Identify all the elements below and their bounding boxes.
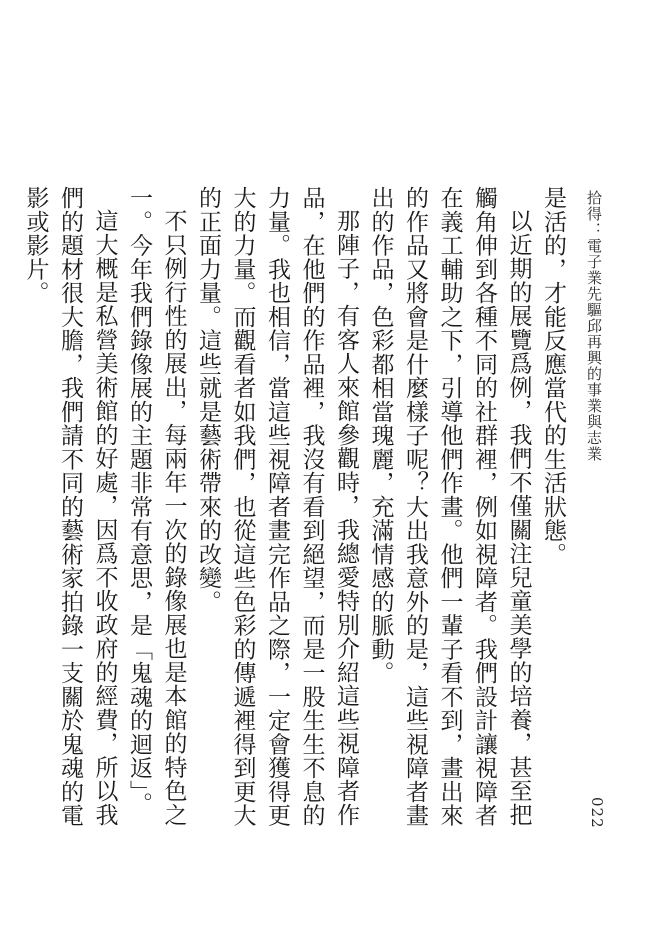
- paragraph: 以近期的展覽爲例，我們不僅關注兒童美學的培養，甚至把觸角伸到各種不同的社群裡，例如視障者。我們設計讓視障者在義工輔助之下，引導他們作畫。他們一輩子看不到，畫出來的作品又將會是什麼樣子呢？大出我意外的是，這些視障者畫出的作品，色彩都相當瑰麗，充滿情感的脈動。: [367, 186, 532, 828]
- paragraph: 那陣子，有客人來館參觀時，我總愛特別介紹這些視障者作品，在他們的作品裡，我沒有看到絕望，而是一股生生不息的力量。我也相信，當這些視障者畫完作品之際，一定會獲得更大的力量。而觀看者如我們，也從這些色彩的傳遞裡得到更大的正面力量。這些就是藝術帶來的改變。: [195, 186, 359, 828]
- paragraph-continuation: 是活的，才能反應當代的生活狀態。: [540, 186, 566, 566]
- paragraph: 這大概是私營美術館的好處，因爲不收政府的經費，所以我們的題材很大膽，我們請不同的藝術家拍錄一支關於鬼魂的電影或影片。: [22, 186, 118, 828]
- page-number: 022: [588, 797, 606, 829]
- body-text: [18, 186, 570, 846]
- paragraph: 不只例行性的展出，每兩年一次的錄像展也是本館的特色之一。今年我們錄像展的主題非常有意思，是「鬼魂的迴返」。: [126, 186, 187, 827]
- running-header: 拾得：電子業先驅邱再興的事業與志業: [585, 190, 603, 462]
